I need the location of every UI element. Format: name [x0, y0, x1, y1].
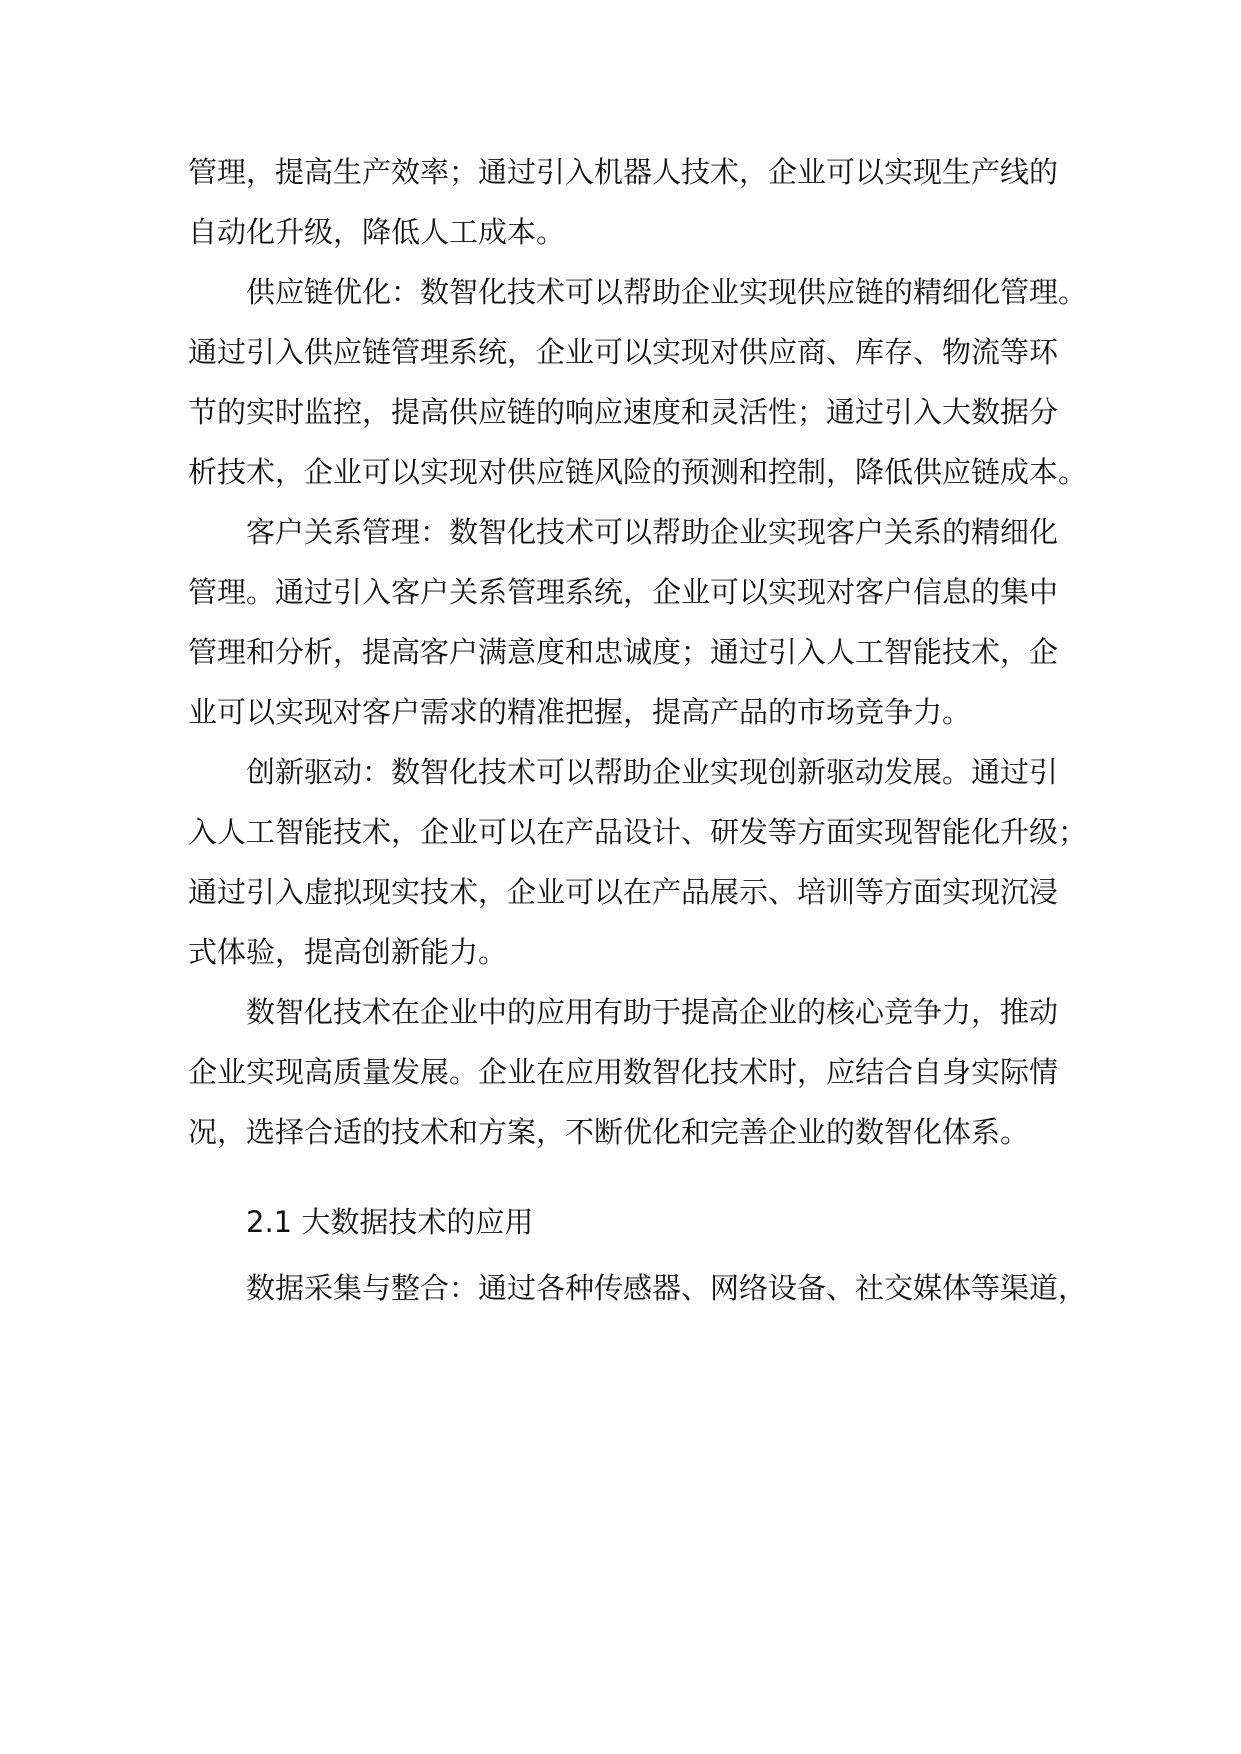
paragraph [188, 502, 1059, 742]
text-line: 管理和分析，提高客户满意度和忠诚度；通过引入人工智能技术，企 [188, 635, 1059, 669]
text-line: 式体验，提高创新能力。 [188, 935, 508, 969]
text-line: 管理。通过引入客户关系管理系统，企业可以实现对客户信息的集中 [188, 575, 1059, 609]
paragraph [188, 262, 1088, 502]
paragraph [188, 982, 1059, 1162]
paragraph [188, 142, 1059, 262]
text-line: 管理，提高生产效率；通过引入机器人技术，企业可以实现生产线的 [188, 155, 1059, 189]
text-line: 企业实现高质量发展。企业在应用数智化技术时，应结合自身实际情 [188, 1055, 1059, 1089]
text-line: 数据采集与整合：通过各种传感器、网络设备、社交媒体等渠道， [246, 1271, 1088, 1305]
text-line: 自动化升级，降低人工成本。 [188, 215, 566, 249]
document-body [188, 142, 1088, 1318]
text-line: 通过引入虚拟现实技术，企业可以在产品展示、培训等方面实现沉浸 [188, 875, 1059, 909]
text-line: 客户关系管理：数智化技术可以帮助企业实现客户关系的精细化 [246, 515, 1059, 549]
spacer [188, 1162, 1056, 1186]
paragraph [188, 1258, 1088, 1318]
text-line: 业可以实现对客户需求的精准把握，提高产品的市场竞争力。 [188, 695, 972, 729]
text-line: 供应链优化：数智化技术可以帮助企业实现供应链的精细化管理。 [246, 275, 1088, 309]
text-line: 通过引入供应链管理系统，企业可以实现对供应商、库存、物流等环 [188, 335, 1059, 369]
section-heading: 2.1 大数据技术的应用 [246, 1205, 534, 1239]
text-line: 创新驱动：数智化技术可以帮助企业实现创新驱动发展。通过引 [246, 755, 1059, 789]
paragraph [188, 742, 1088, 982]
text-line: 况，选择合适的技术和方案，不断优化和完善企业的数智化体系。 [188, 1115, 1030, 1149]
text-line: 入人工智能技术，企业可以在产品设计、研发等方面实现智能化升级； [188, 815, 1088, 849]
text-line: 节的实时监控，提高供应链的响应速度和灵活性；通过引入大数据分 [188, 395, 1059, 429]
text-line: 数智化技术在企业中的应用有助于提高企业的核心竞争力，推动 [246, 995, 1059, 1029]
text-line: 析技术，企业可以实现对供应链风险的预测和控制，降低供应链成本。 [188, 455, 1088, 489]
